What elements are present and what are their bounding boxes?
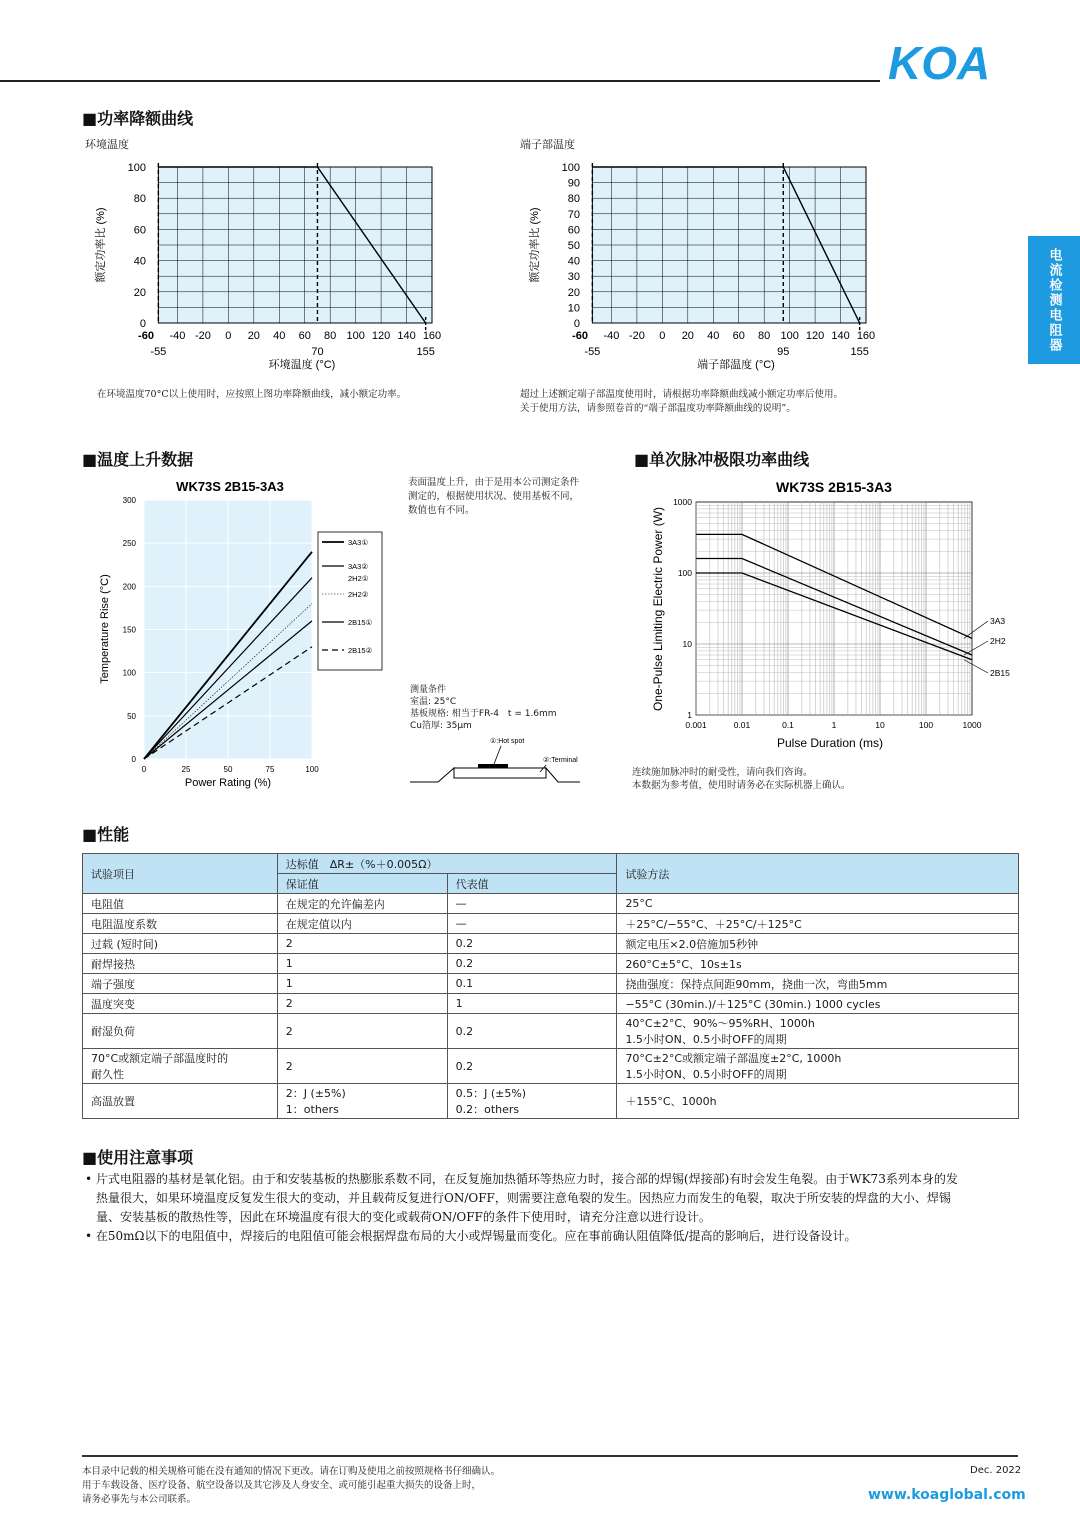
derating-right-label: 端子部温度 — [520, 138, 575, 151]
legend-label: 2H2① — [348, 574, 369, 583]
y-tick-label: 70 — [567, 208, 580, 221]
legend-label: 2B15① — [348, 618, 373, 627]
table-row — [83, 894, 1019, 914]
hotspot-label: ①:Hot spot — [490, 738, 525, 745]
side-tab: 电流检测电阻器 — [1028, 236, 1080, 364]
x-tick-label: 120 — [805, 330, 825, 342]
cell-item: 端子强度 — [83, 974, 278, 994]
chart-title: WK73S 2B15-3A3 — [776, 479, 892, 495]
typ-line-1: 0.5：J (±5%) — [455, 1087, 527, 1100]
cell-item: 耐焊接热 — [83, 954, 278, 974]
x-tick-label: 0 — [141, 765, 147, 774]
cell-guar: 2 — [277, 1014, 447, 1049]
y-axis-label: One-Pulse Limiting Electric Power (W) — [651, 506, 665, 712]
method-line-1: 70°C±2°C或额定端子部温度±2°C, 1000h — [625, 1052, 842, 1065]
cond-2: 基板规格: 相当于FR-4 t = 1.6mm — [410, 709, 557, 719]
y-tick-label: 20 — [567, 286, 580, 299]
series-label: 3A3 — [990, 616, 1006, 626]
table-row — [83, 934, 1019, 954]
notes-title: ■使用注意事项 — [82, 1148, 194, 1167]
x-tick-label: 140 — [831, 330, 850, 342]
cell-typ: — — [447, 894, 617, 914]
x-tick-label: 50 — [223, 765, 233, 774]
x-tick-label: 0.1 — [782, 720, 794, 730]
x-tick-label: 140 — [397, 330, 416, 342]
x-tick-label: 1000 — [962, 720, 982, 730]
cell-item: 耐湿负荷 — [83, 1014, 278, 1049]
x-marker-label: 155 — [850, 346, 869, 358]
footer-disclaimer — [82, 1465, 500, 1507]
temp-rise-desc-2: 测定的，根据使用状况、使用基板不同， — [408, 491, 580, 502]
method-line-1: 40°C±2°C、90%～95%RH、1000h — [625, 1017, 815, 1030]
header-method: 试验方法 — [617, 854, 1019, 894]
header-rule — [0, 80, 880, 82]
cell-item: 高温放置 — [83, 1084, 278, 1119]
x-axis-label: 环境温度 (°C) — [268, 359, 336, 371]
y-tick-label: 1000 — [673, 497, 692, 507]
cond-1: 室温: 25°C — [410, 697, 457, 707]
y-tick-label: 0 — [139, 318, 146, 330]
legend-label: 3A3① — [348, 538, 369, 547]
x-tick-label: 100 — [346, 330, 365, 342]
pulse-note-1: 连续施加脉冲时的耐受性，请向我们咨询。 — [632, 767, 813, 778]
derating-right-note-2: 关于使用方法，请参照卷首的“端子部温度功率降额曲线的说明”。 — [520, 403, 796, 414]
hotspot-arrow — [494, 746, 501, 764]
footer-line-2: 用于车载设备、医疗设备、航空设备以及其它涉及人身安全、或可能引起重大损失的设备上时， — [82, 1480, 482, 1491]
x-axis-label: 端子部温度 (°C) — [697, 359, 775, 371]
chip-body — [454, 768, 546, 778]
derating-chart-terminal — [516, 155, 906, 375]
x-tick-label: 10 — [875, 720, 885, 730]
y-tick-label: 100 — [127, 162, 146, 174]
x-tick-label: 80 — [324, 330, 337, 342]
terminal-label: ②:Terminal — [543, 757, 578, 764]
table-row — [83, 914, 1019, 934]
x-tick-label: 120 — [371, 330, 391, 342]
method-line-2: 1.5小时ON、0.5小时OFF的周期 — [625, 1068, 787, 1081]
footer-rule — [82, 1455, 1018, 1457]
koa-logo — [888, 42, 1018, 82]
footer-line-1: 本目录中记载的相关规格可能在没有通知的情况下更改。请在订购及使用之前按照规格书仔细确认。 — [82, 1466, 501, 1477]
cell-typ — [447, 1084, 617, 1119]
x-tick-label: 20 — [247, 330, 260, 342]
x-tick-label: -40 — [169, 330, 186, 342]
x-tick-label: 0 — [659, 330, 666, 342]
item-line-2: 耐久性 — [91, 1068, 124, 1081]
table-header-row — [83, 854, 1019, 874]
cell-guar: 1 — [277, 974, 447, 994]
y-tick-label: 30 — [567, 271, 580, 284]
derating-title: ■功率降额曲线 — [82, 109, 194, 128]
cell-typ: 0.1 — [447, 974, 617, 994]
y-tick-label: 0 — [573, 318, 580, 330]
y-tick-label: 50 — [567, 240, 580, 252]
y-tick-label: 50 — [127, 711, 136, 721]
x-tick-label: 60 — [732, 330, 745, 342]
cell-typ: 0.2 — [447, 1049, 617, 1084]
header-std: 达标值 ΔR±（%＋0.005Ω） — [277, 854, 617, 874]
x-marker-label: 70 — [311, 346, 324, 358]
y-tick-label: 300 — [122, 496, 136, 505]
x-tick-label: 160 — [422, 330, 442, 342]
x-tick-label: 75 — [265, 765, 275, 774]
note-bullet-1-line-2: 热量很大，如果环境温度反复发生很大的变动，并且载荷反复进行ON/OFF，则需要注意龟裂的发生。因热应力而发生的龟裂，取决于所安装的焊盘的大小、焊锡 — [96, 1191, 951, 1205]
x-tick-label: -40 — [603, 330, 620, 342]
footer-url[interactable]: www.koaglobal.com — [868, 1487, 1026, 1503]
x-tick-label: 80 — [758, 330, 771, 342]
y-tick-label: 40 — [567, 255, 580, 268]
y-axis-label: 额定功率比 (%) — [95, 207, 107, 283]
y-tick-label: 100 — [561, 162, 580, 174]
y-tick-label: 250 — [122, 539, 136, 549]
temp-rise-title: ■温度上升数据 — [82, 450, 194, 469]
y-axis-label: Temperature Rise (°C) — [99, 574, 111, 684]
y-tick-label: 200 — [122, 582, 136, 592]
x-tick-label: 1 — [831, 720, 837, 730]
legend-label: 2B15② — [348, 646, 373, 655]
item-line-1: 70°C或额定端子部温度时的 — [91, 1052, 229, 1065]
cell-method — [617, 1014, 1019, 1049]
y-tick-label: 80 — [133, 193, 146, 206]
x-marker-label: 95 — [777, 346, 790, 358]
cell-item — [83, 1049, 278, 1084]
y-tick-label: 10 — [567, 302, 580, 315]
note-bullet-1-line-3: 量、安装基板的散热性等，因此在环境温度有很大的变化或载荷ON/OFF的条件下使用时，请充分注意以进行设计。 — [96, 1210, 711, 1224]
x-tick-label: 160 — [856, 330, 876, 342]
cell-method: −55°C (30min.)/＋125°C (30min.) 1000 cycles — [617, 994, 1019, 1014]
cell-guar — [277, 1084, 447, 1119]
typ-line-2: 0.2：others — [455, 1103, 520, 1116]
cell-method: ＋25°C/−55°C、＋25°C/＋125°C — [617, 914, 1019, 934]
note-bullet-1-line-1: • 片式电阻器的基材是氧化铝。由于和安装基板的热膨胀系数不同，在反复施加热循环等热应力时，接合部的焊锡(焊接部)有时会发生龟裂。由于WK73系列本身的发 — [85, 1172, 958, 1186]
y-tick-label: 60 — [567, 224, 580, 237]
method-line-2: 1.5小时ON、0.5小时OFF的周期 — [625, 1033, 787, 1046]
header-typ: 代表值 — [447, 874, 617, 894]
cell-item: 温度突变 — [83, 994, 278, 1014]
header-item: 试验项目 — [83, 854, 278, 894]
header-guar: 保证值 — [277, 874, 447, 894]
x-axis-label: Pulse Duration (ms) — [776, 736, 884, 750]
table-row — [83, 974, 1019, 994]
derating-chart-ambient — [82, 155, 472, 375]
performance-table — [82, 853, 1019, 1119]
cond-3: Cu箔厚: 35μm — [410, 721, 472, 731]
y-tick-label: 60 — [133, 224, 146, 237]
x-tick-label: 0.001 — [685, 720, 707, 730]
x-tick-label: 100 — [305, 765, 319, 774]
x-marker-label: 155 — [416, 346, 435, 358]
cell-typ: 0.2 — [447, 1014, 617, 1049]
chart-title: WK73S 2B15-3A3 — [176, 479, 284, 494]
y-axis-label: 额定功率比 (%) — [529, 207, 541, 283]
table-row — [83, 994, 1019, 1014]
table-row — [83, 1084, 1019, 1119]
footer-date: Dec. 2022 — [970, 1465, 1022, 1476]
measurement-diagram — [408, 732, 588, 792]
cell-typ: 0.2 — [447, 934, 617, 954]
cell-guar: 在规定值以内 — [277, 914, 447, 934]
legend-label: 3A3② — [348, 562, 369, 571]
table-row — [83, 1049, 1019, 1084]
y-tick-label: 10 — [682, 639, 692, 649]
cell-method: 挠曲强度：保持点间距90mm，挠曲一次，弯曲5mm — [617, 974, 1019, 994]
x-tick-label: -60 — [138, 330, 154, 342]
derating-left-label: 环境温度 — [85, 138, 129, 151]
x-tick-label: 100 — [780, 330, 799, 342]
x-tick-label: 100 — [918, 720, 934, 730]
pulse-chart — [640, 472, 1030, 757]
guar-line-1: 2：J (±5%) — [285, 1087, 346, 1100]
x-tick-label: -20 — [628, 330, 645, 342]
y-tick-label: 20 — [133, 286, 146, 299]
legend-label: 2H2② — [348, 590, 369, 599]
x-tick-label: 0 — [225, 330, 232, 342]
pulse-title: ■单次脉冲极限功率曲线 — [634, 450, 810, 469]
x-tick-label: -20 — [194, 330, 211, 342]
cell-guar: 1 — [277, 954, 447, 974]
series-label: 2B15 — [990, 668, 1010, 678]
x-tick-label: 40 — [707, 330, 720, 342]
derating-left-note: 在环境温度70°C以上使用时，应按照上图功率降额曲线，减小额定功率。 — [97, 389, 407, 400]
x-tick-label: 0.01 — [733, 720, 751, 730]
cell-item: 电阻温度系数 — [83, 914, 278, 934]
y-tick-label: 40 — [133, 255, 146, 268]
derating-right-note-1: 超过上述额定端子部温度使用时，请根据功率降额曲线减小额定功率后使用。 — [520, 389, 844, 400]
cell-method — [617, 1049, 1019, 1084]
notes-list — [85, 1170, 1025, 1246]
table-row — [83, 1014, 1019, 1049]
series-label: 2H2 — [990, 636, 1006, 646]
y-tick-label: 150 — [122, 625, 136, 635]
substrate-outline — [410, 768, 580, 782]
cell-typ: — — [447, 914, 617, 934]
cell-item: 过载 (短时间) — [83, 934, 278, 954]
x-tick-label: 25 — [181, 765, 191, 774]
temp-rise-desc-3: 数值也有不同。 — [408, 505, 475, 516]
cell-method: 额定电压×2.0倍施加5秒钟 — [617, 934, 1019, 954]
y-tick-label: 1 — [687, 710, 692, 720]
chip-element — [478, 764, 508, 768]
x-tick-label: -60 — [572, 330, 588, 342]
cell-typ: 1 — [447, 994, 617, 1014]
logo-text: KOA — [888, 42, 991, 82]
y-tick-label: 80 — [567, 193, 580, 206]
x-marker-label: -55 — [584, 346, 601, 358]
cell-guar: 在规定的允许偏差内 — [277, 894, 447, 914]
guar-line-2: 1：others — [285, 1103, 339, 1116]
cell-method: 25°C — [617, 894, 1019, 914]
y-tick-label: 100 — [122, 668, 136, 678]
cell-method: 260°C±5°C、10s±1s — [617, 954, 1019, 974]
cell-guar: 2 — [277, 994, 447, 1014]
footer-line-3: 请务必事先与本公司联系。 — [82, 1494, 197, 1505]
cell-guar: 2 — [277, 934, 447, 954]
x-axis-label: Power Rating (%) — [184, 777, 272, 789]
x-marker-label: -55 — [150, 346, 167, 358]
cell-typ: 0.2 — [447, 954, 617, 974]
cell-guar: 2 — [277, 1049, 447, 1084]
x-tick-label: 20 — [681, 330, 694, 342]
cell-item: 电阻值 — [83, 894, 278, 914]
y-tick-label: 0 — [131, 755, 136, 764]
y-tick-label: 100 — [677, 568, 692, 578]
y-tick-label: 90 — [567, 177, 580, 190]
x-tick-label: 40 — [273, 330, 286, 342]
note-bullet-2: • 在50mΩ以下的电阻值中，焊接后的电阻值可能会根据焊盘布局的大小或焊锡量而变化。应在事前确认阻值降低/提高的影响后，进行设备设计。 — [85, 1229, 857, 1243]
pulse-note-2: 本数据为参考值，使用时请务必在实际机器上确认。 — [632, 780, 851, 791]
table-row — [83, 954, 1019, 974]
temp-rise-chart — [90, 472, 400, 797]
temp-rise-desc-1: 表面温度上升，由于是用本公司测定条件 — [408, 477, 580, 488]
x-tick-label: 60 — [298, 330, 311, 342]
performance-title: ■性能 — [82, 825, 130, 844]
cond-title: 测量条件 — [410, 685, 447, 695]
cell-method: ＋155°C、1000h — [617, 1084, 1019, 1119]
